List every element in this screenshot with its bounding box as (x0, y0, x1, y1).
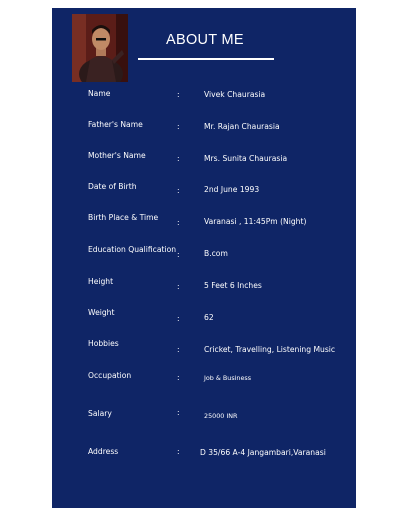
field-label: Father's Name (88, 120, 143, 129)
field-row-fathers-name (52, 120, 356, 136)
field-value: Mrs. Sunita Chaurasia (204, 154, 288, 163)
field-separator: : (177, 250, 180, 259)
field-row-address (52, 447, 356, 463)
field-value: 62 (204, 313, 214, 322)
field-separator: : (177, 218, 180, 227)
field-label: Date of Birth (88, 182, 137, 191)
field-label: Name (88, 89, 111, 98)
field-value: B.com (204, 249, 228, 258)
biodata-card (52, 8, 356, 508)
field-row-name (52, 89, 356, 105)
field-label: Birth Place & Time (88, 213, 159, 222)
field-row-height (52, 277, 356, 293)
field-value: D 35/66 A-4 Jangambari,Varanasi (200, 448, 326, 457)
field-value: Mr. Rajan Chaurasia (204, 122, 280, 131)
field-row-hobbies (52, 339, 356, 355)
field-separator: : (177, 122, 180, 131)
field-value: 5 Feet 6 Inches (204, 281, 262, 290)
field-row-weight (52, 308, 356, 324)
field-row-mothers-name (52, 151, 356, 167)
title-underline (138, 58, 274, 60)
field-row-salary (52, 409, 356, 425)
profile-photo (72, 14, 128, 82)
profile-photo-illustration (72, 14, 128, 82)
field-separator: : (177, 186, 180, 195)
field-separator: : (177, 373, 180, 382)
field-label: Occupation (88, 371, 132, 380)
field-value: Vivek Chaurasia (204, 90, 266, 99)
field-value: 2nd June 1993 (204, 185, 260, 194)
field-label: Weight (88, 308, 115, 317)
field-separator: : (177, 90, 180, 99)
field-separator: : (177, 408, 180, 417)
field-value: Job & Business (204, 374, 252, 382)
field-label: Hobbies (88, 339, 119, 348)
field-label: Education Qualification (88, 245, 177, 254)
field-separator: : (177, 447, 180, 456)
field-row-date-of-birth (52, 182, 356, 198)
field-separator: : (177, 314, 180, 323)
field-value: 25000 INR (204, 412, 238, 420)
field-row-education (52, 245, 356, 261)
field-separator: : (177, 282, 180, 291)
field-separator: : (177, 154, 180, 163)
field-row-birth-place-time (52, 213, 356, 229)
page-title: ABOUT ME (166, 32, 244, 48)
field-label: Salary (88, 409, 112, 418)
field-value: Varanasi , 11:45Pm (Night) (204, 217, 307, 226)
field-label: Height (88, 277, 114, 286)
field-row-occupation (52, 371, 356, 387)
field-label: Address (88, 447, 119, 456)
field-label: Mother's Name (88, 151, 146, 160)
field-separator: : (177, 345, 180, 354)
field-value: Cricket, Travelling, Listening Music (204, 345, 336, 354)
